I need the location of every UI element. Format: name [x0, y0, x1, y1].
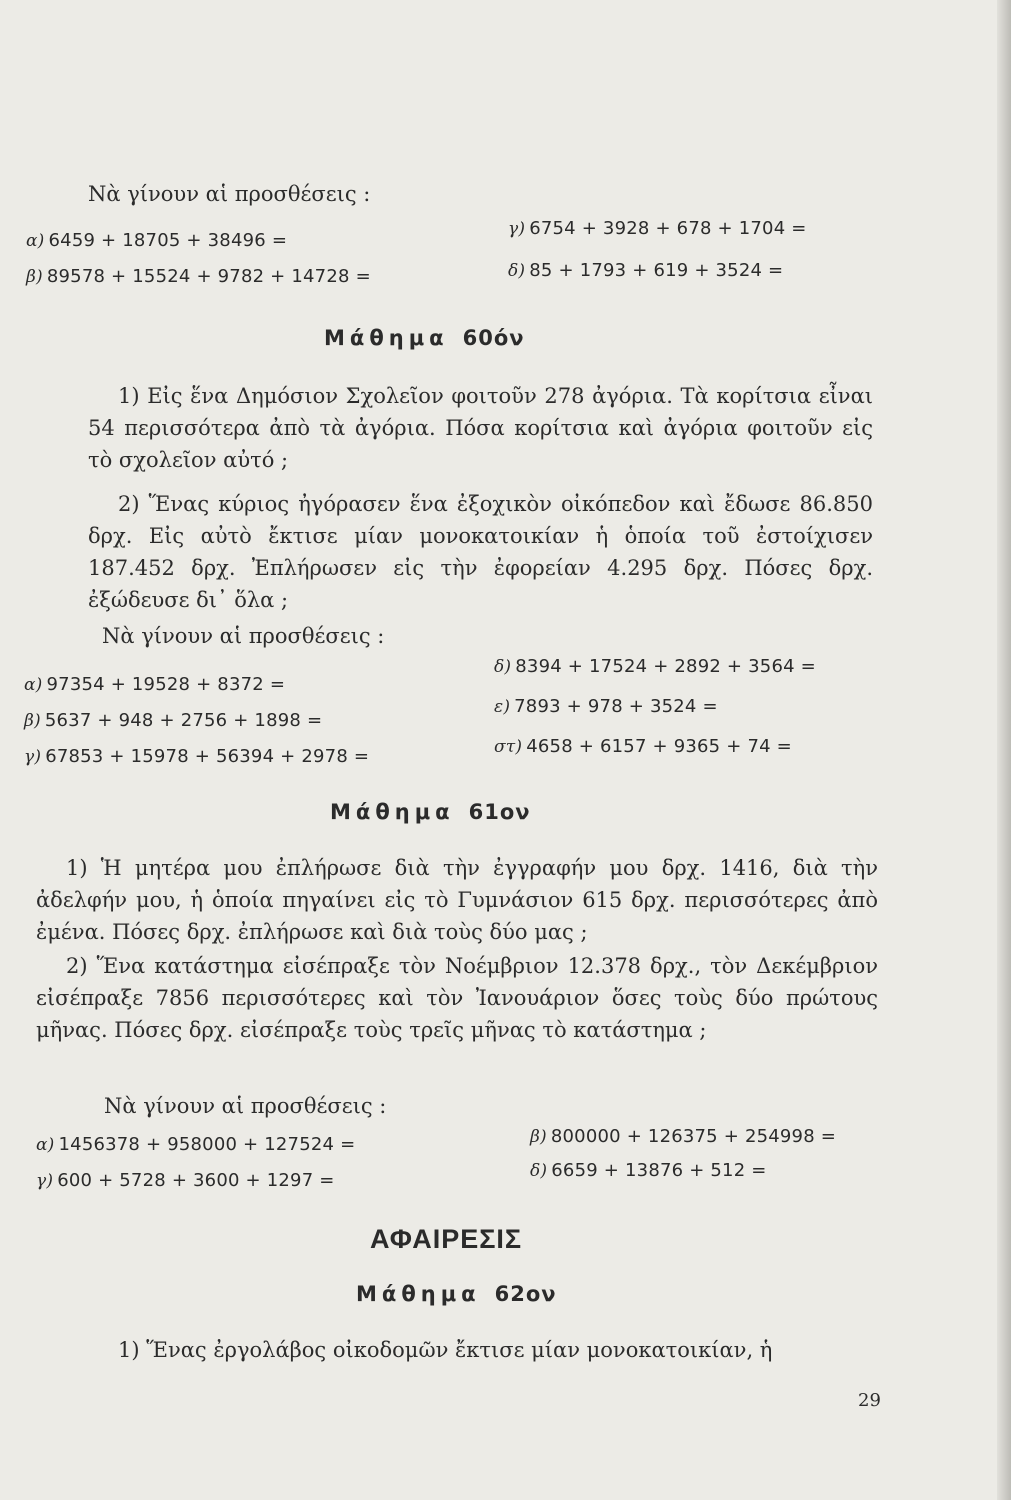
- item-label: α): [26, 231, 45, 251]
- item-expression: 800000 + 126375 + 254998 =: [550, 1126, 837, 1147]
- exercise-1a: [26, 230, 287, 251]
- item-label: γ): [24, 747, 42, 767]
- item-label: δ): [530, 1161, 548, 1181]
- item-expression: 85 + 1793 + 619 + 3524 =: [529, 260, 784, 281]
- problem-61-1: 1) Ἡ μητέρα μου ἐπλήρωσε διὰ τὴν ἐγγραφήν μου δρχ. 1416, διὰ τὴν ἀδελφήν μου, ἡ ὁποία πηγαίνει εἰς τὸ Γυμνάσιον 615 δρχ. περισσότερες ἀπὸ ἐμένα. Πόσες δρχ. ἐπλήρωσε καὶ διὰ τοὺς δύο μας ;: [36, 856, 878, 944]
- exercise-3b: [530, 1126, 836, 1147]
- item-label: β): [24, 711, 41, 731]
- item-label: α): [36, 1135, 55, 1155]
- item-label: δ): [508, 261, 526, 281]
- item-expression: 7893 + 978 + 3524 =: [514, 696, 718, 717]
- section-heading: ΑΦΑΙΡΕΣΙΣ: [370, 1224, 523, 1254]
- item-expression: 89578 + 15524 + 9782 + 14728 =: [46, 266, 371, 287]
- problem-60-2: 2) Ἕνας κύριος ἠγόρασεν ἕνα ἐξοχικὸν οἰκόπεδον καὶ ἔδωσε 86.850 δρχ. Εἰς αὐτὸ ἔκτισε μίαν μονοκατοικίαν ἡ ὁποία τοῦ ἐστοίχισεν 187.452 δρχ. Ἐπλήρωσεν εἰς τὴν ἐφορείαν 4.295 δρχ. Πόσες δρχ. ἐξώδευσε δι᾽ ὅλα ;: [88, 492, 873, 612]
- item-expression: 8394 + 17524 + 2892 + 3564 =: [515, 656, 816, 677]
- exercise-3d: [530, 1160, 767, 1181]
- item-expression: 97354 + 19528 + 8372 =: [46, 674, 286, 695]
- exercise-2f: [494, 736, 792, 757]
- page-number: 29: [858, 1390, 881, 1411]
- item-label: γ): [508, 219, 526, 239]
- item-label: δ): [494, 657, 512, 677]
- problem-61-2: 2) Ἕνα κατάστημα εἰσέπραξε τὸν Νοέμβριον 12.378 δρχ., τὸν Δεκέμβριον εἰσέπραξε 7856 περισσότερες καὶ τὸν Ἰανουάριον ὅσες τοὺς δύο πρώτους μῆνας. Πόσες δρχ. εἰσέπραξε τοὺς τρεῖς μῆνας τὸ κατάστημα ;: [36, 954, 878, 1042]
- item-label: α): [24, 675, 43, 695]
- exercise-1b: [26, 266, 371, 287]
- lesson-number: 61ον: [468, 800, 531, 824]
- item-expression: 1456378 + 958000 + 127524 =: [58, 1134, 356, 1155]
- exercise-2a: [24, 674, 285, 695]
- item-label: γ): [36, 1171, 54, 1191]
- lesson-title: Μάθημα: [330, 800, 455, 824]
- problem-60-1: 1) Εἰς ἕνα Δημόσιον Σχολεῖον φοιτοῦν 278 ἀγόρια. Τὰ κορίτσια εἶναι 54 περισσότερα ἀπὸ τὰ ἀγόρια. Πόσα κορίτσια καὶ ἀγόρια φοιτοῦν εἰς τὸ σχολεῖον αὐτό ;: [88, 384, 873, 472]
- item-expression: 6459 + 18705 + 38496 =: [48, 230, 288, 251]
- item-expression: 6659 + 13876 + 512 =: [551, 1160, 767, 1181]
- exercise-1d: [508, 260, 783, 281]
- lesson-heading-61: [330, 800, 531, 824]
- exercise-3a: [36, 1134, 355, 1155]
- item-expression: 4658 + 6157 + 9365 + 74 =: [526, 736, 792, 757]
- exercise-2b: [24, 710, 322, 731]
- page-spine-shadow: [997, 0, 1011, 1500]
- lesson-number: 60όν: [462, 326, 525, 350]
- lesson-title: Μάθημα: [324, 326, 449, 350]
- exercise-2d: [494, 656, 816, 677]
- exercise-intro-1: Νὰ γίνουν αἱ προσθέσεις :: [88, 182, 371, 206]
- exercise-intro-2: Νὰ γίνουν αἱ προσθέσεις :: [102, 624, 385, 648]
- exercise-intro-3: Νὰ γίνουν αἱ προσθέσεις :: [104, 1094, 387, 1118]
- item-expression: 5637 + 948 + 2756 + 1898 =: [44, 710, 323, 731]
- item-expression: 6754 + 3928 + 678 + 1704 =: [529, 218, 807, 239]
- item-label: β): [530, 1127, 547, 1147]
- problem-62-1: 1) Ἕνας ἐργολάβος οἰκοδομῶν ἔκτισε μίαν μονοκατοικίαν, ἡ: [118, 1338, 773, 1362]
- exercise-2c: [24, 746, 369, 767]
- item-label: στ): [494, 737, 523, 757]
- lesson-number: 62ον: [494, 1282, 557, 1306]
- exercise-2e: [494, 696, 718, 717]
- lesson-title: Μάθημα: [356, 1282, 481, 1306]
- item-label: ε): [494, 697, 511, 717]
- item-label: β): [26, 267, 43, 287]
- exercise-3c: [36, 1170, 335, 1191]
- lesson-heading-60: [324, 326, 525, 350]
- item-expression: 67853 + 15978 + 56394 + 2978 =: [45, 746, 370, 767]
- item-expression: 600 + 5728 + 3600 + 1297 =: [57, 1170, 335, 1191]
- lesson-heading-62: [356, 1282, 557, 1306]
- exercise-1c: [508, 218, 807, 239]
